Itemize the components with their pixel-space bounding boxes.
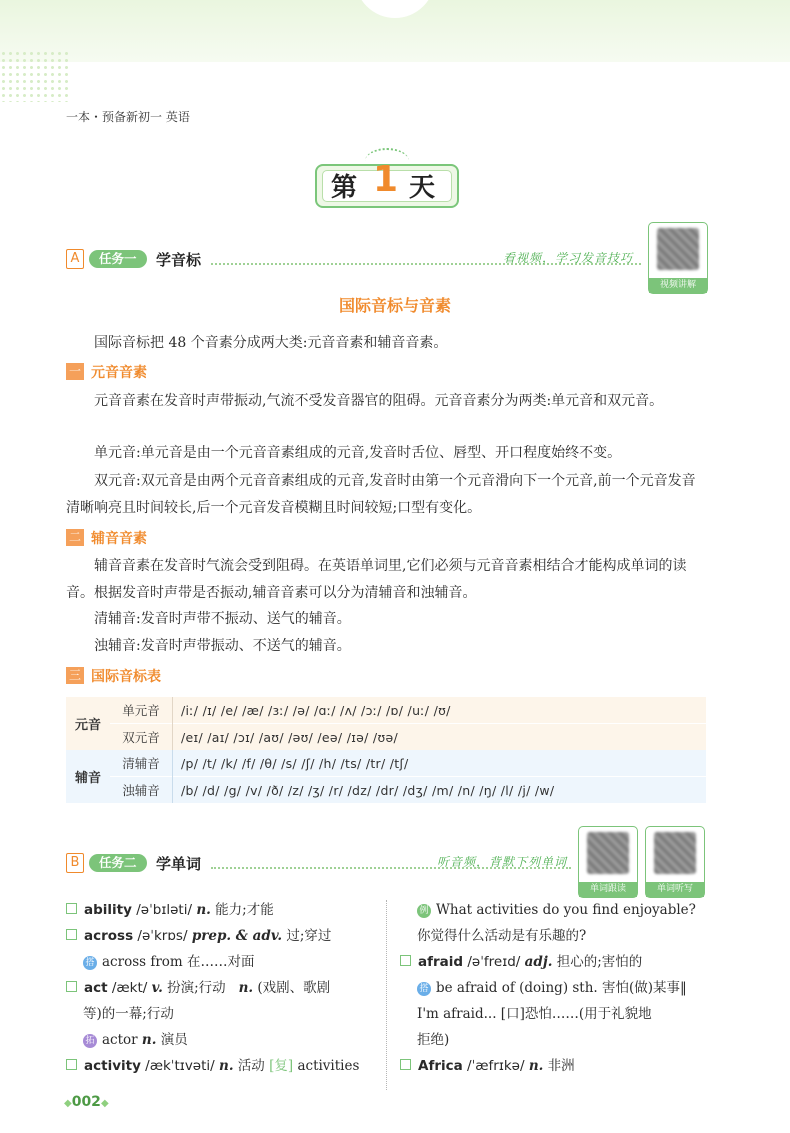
phrase-line: 搭 across from 在……对面 [66,949,371,975]
phrase-line-2: I'm afraid... [口]恐怕……(用于礼貌地 [417,1006,652,1022]
vowels-paragraph-2: 单元音:单元音是由一个元音音素组成的元音,发音时舌位、唇型、开口程度始终不变。 [94,445,622,461]
list-item: activity /ækˈtɪvəti/ n. 活动 [复] activities [66,1053,371,1079]
word-list-left [66,897,371,1079]
qr-caption: 视频讲解 [649,278,707,293]
consonant-group-label: 辅音 [66,750,110,803]
task-a-pill: 任务一 [89,250,147,268]
running-title: 一本・预备新初一 英语 [66,110,190,124]
phrase-line-3: 拒绝) [417,1032,450,1048]
word-list-right [400,897,705,1079]
heading-label: 辅音音素 [91,531,147,547]
collocation-badge-icon: 搭 [83,956,97,970]
checkbox[interactable] [66,903,77,914]
word-dictation-qr-code[interactable] [645,826,705,898]
list-item: ability /əˈbɪləti/ n. 能力;才能 [66,897,371,923]
row-kind: 浊辅音 [110,777,173,804]
heading-number: 一 [66,363,84,380]
example-translation: 你觉得什么活动是有乐趣的? [417,928,587,944]
list-item: across /əˈkrɒs/ prep. & adv. 过;穿过 [66,923,371,949]
page-number: ◆002◆ [64,1094,109,1110]
qr-caption: 单词跟读 [579,882,637,897]
section-title: 国际音标与音素 [338,296,451,315]
checkbox[interactable] [400,1059,411,1070]
qr-caption: 单词听写 [646,882,704,897]
task-a-header [66,249,656,269]
task-a-name: 学音标 [156,251,202,269]
task-b-header [66,853,656,873]
row-symbols: /eɪ/ /aɪ/ /ɔɪ/ /aʊ/ /əʊ/ /eə/ /ɪə/ /ʊə/ [173,724,707,751]
column-divider [386,900,387,1090]
row-kind: 双元音 [110,724,173,751]
word-read-qr-code[interactable] [578,826,638,898]
intro-paragraph: 国际音标把 48 个音素分成两大类:元音音素和辅音音素。 [94,335,448,351]
day-number: 1 [373,159,399,200]
task-a-hint: 看视频，学习发音技巧 [503,251,634,265]
vowels-paragraph-3: 双元音:双元音是由两个元音音素组成的元音,发音时由第一个元音滑向下一个元音,前一个元音发音清晰响亮且时间较长,后一个元音发音模糊且时间较短;口型有变化。 [66,473,696,516]
row-symbols: /p/ /t/ /k/ /f/ /θ/ /s/ /ʃ/ /h/ /ts/ /tr/ /tʃ/ [173,750,707,777]
day-prefix: 第 [331,173,358,203]
checkbox[interactable] [66,1059,77,1070]
task-b-hint: 听音频，背默下列单词 [437,855,568,869]
qr-icon [657,228,699,270]
task-a-letter: A [66,249,84,269]
table-row [66,724,706,751]
phrase-line: 搭 be afraid of (doing) sth. 害怕(做)某事‖ [400,975,705,1001]
collocation-badge-icon: 搭 [417,982,431,996]
example-badge-icon: 例 [417,904,431,918]
table-row [66,697,706,724]
diamond-icon: ◆ [100,1098,109,1109]
checkbox[interactable] [66,981,77,992]
table-row [66,750,706,777]
checkbox[interactable] [66,929,77,940]
ipa-table [66,697,706,803]
task-b-name: 学单词 [156,855,202,873]
qr-icon [587,832,629,874]
day-banner [315,158,455,204]
continuation-line: 等)的一幕;行动 [83,1006,174,1022]
vowel-group-label: 元音 [66,697,110,750]
dot-pattern [0,50,70,102]
list-item: afraid /əˈfreɪd/ adj. 担心的;害怕的 [400,949,705,975]
consonants-paragraph-2: 清辅音:发音时声带不振动、送气的辅音。 [94,611,351,627]
list-item: Africa /ˈæfrɪkə/ n. 非洲 [400,1053,705,1079]
checkbox[interactable] [400,955,411,966]
heading-label: 国际音标表 [91,669,161,685]
table-row [66,777,706,804]
qr-icon [654,832,696,874]
day-suffix: 天 [409,173,436,203]
consonants-paragraph-1: 辅音音素在发音时气流会受到阻碍。在英语单词里,它们必须与元音音素相结合才能构成单词的读音。根据发音时声带是否振动,辅音音素可以分为清辅音和浊辅音。 [66,558,687,601]
task-b-pill: 任务二 [89,854,147,872]
heading-label: 元音音素 [91,365,147,381]
consonants-paragraph-3: 浊辅音:发音时声带振动、不送气的辅音。 [94,638,351,654]
vowels-paragraph-1: 元音音素在发音时声带振动,气流不受发音器官的阻碍。元音音素分为两类:单元音和双元音。 [94,393,664,409]
list-item: act /ækt/ v. 扮演;行动 n. (戏剧、歌剧 [66,975,371,1001]
example-line: 例 What activities do you find enjoyable? [400,897,705,923]
heading-number: 三 [66,667,84,684]
diamond-icon: ◆ [64,1098,72,1109]
video-qr-code[interactable] [648,222,708,294]
row-kind: 单元音 [110,697,173,724]
heading-number: 二 [66,529,84,546]
row-symbols: /b/ /d/ /g/ /v/ /ð/ /z/ /ʒ/ /r/ /dz/ /dr/ /dʒ/ /m/ /n/ /ŋ/ /l/ /j/ /w/ [173,777,707,804]
row-kind: 清辅音 [110,750,173,777]
derived-line: 拓 actor n. 演员 [66,1027,371,1053]
top-band [0,0,790,62]
row-symbols: /iː/ /ɪ/ /e/ /æ/ /ɜː/ /ə/ /ɑː/ /ʌ/ /ɔː/ /ɒ/ /uː/ /ʊ/ [173,697,707,724]
extension-badge-icon: 拓 [83,1034,97,1048]
task-b-letter: B [66,853,84,873]
